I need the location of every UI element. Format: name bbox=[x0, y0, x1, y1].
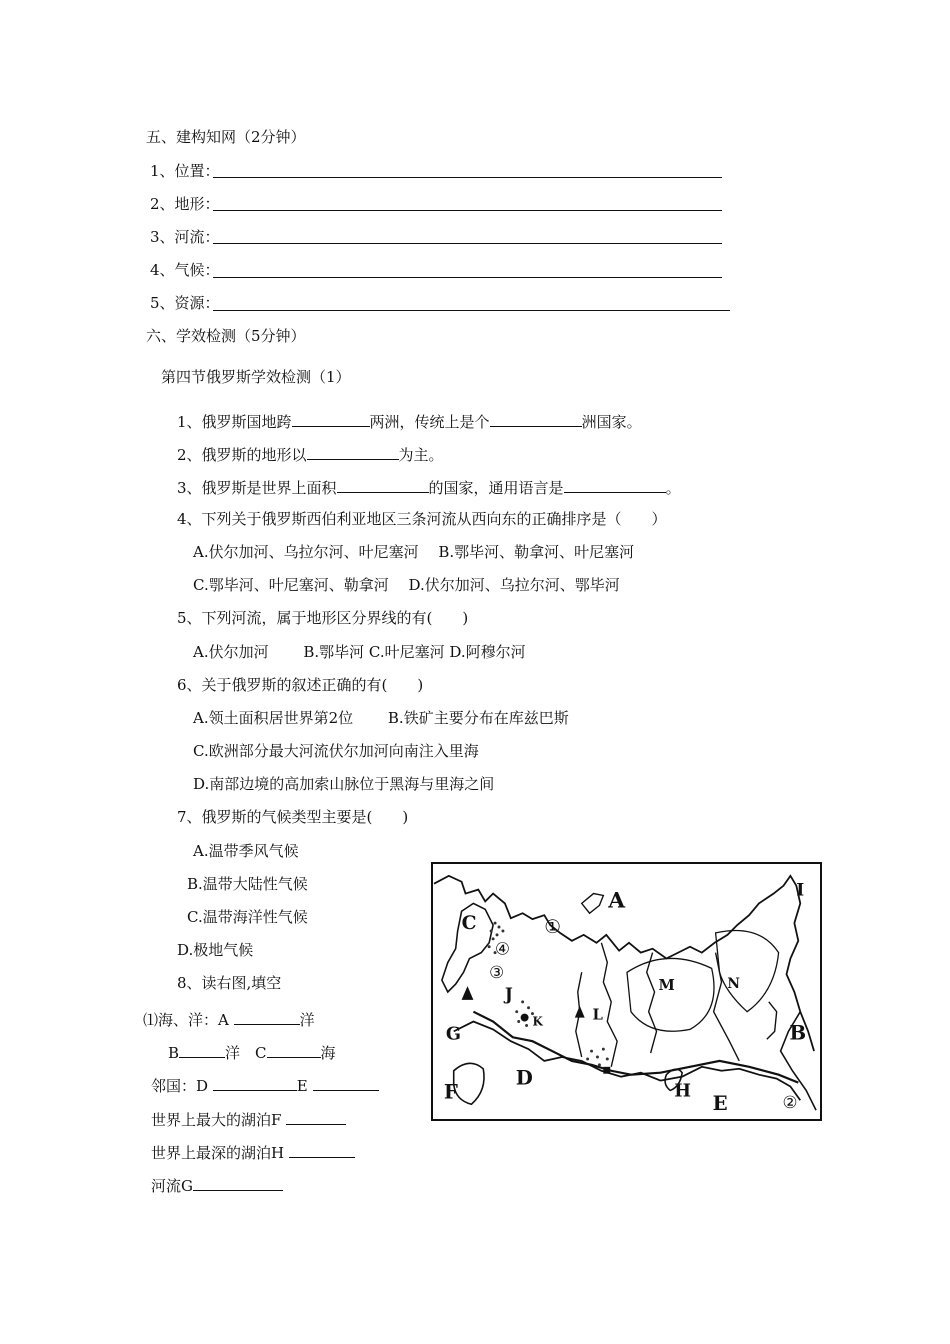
novaya-zemlya-outline bbox=[582, 894, 604, 914]
map-label-f: F bbox=[443, 1080, 458, 1104]
outline-item-climate: 4、气候： bbox=[150, 261, 220, 279]
question-5-options: A.伏尔加河 B.鄂毕河 C.叶尼塞河 D.阿穆尔河 bbox=[193, 643, 526, 661]
map-marker-1: ① bbox=[544, 916, 562, 938]
question-2 bbox=[177, 443, 444, 465]
q1-text-b: 两洲，传统上是个 bbox=[369, 413, 490, 431]
question-1 bbox=[177, 410, 642, 432]
section-6-heading: 六、学效检测（5分钟） bbox=[146, 327, 306, 345]
question-3 bbox=[177, 476, 681, 498]
q8-largest-lake-row bbox=[151, 1108, 346, 1130]
q8-neighbor-e-label: E bbox=[296, 1077, 313, 1095]
q8-seas-row-2 bbox=[168, 1041, 336, 1063]
q8-river-row bbox=[151, 1174, 283, 1196]
map-label-m: M bbox=[658, 977, 675, 995]
outline-item-terrain: 2、地形： bbox=[150, 195, 220, 213]
question-8-stem: 8、读右图,填空 bbox=[177, 974, 282, 992]
question-7-stem: 7、俄罗斯的气候类型主要是( ) bbox=[177, 808, 409, 826]
q8-blank-d[interactable] bbox=[213, 1074, 297, 1091]
q3-text-a: 3、俄罗斯是世界上面积 bbox=[177, 479, 337, 497]
question-5-stem: 5、下列河流，属于地形区分界线的有( ) bbox=[177, 609, 469, 627]
map-label-a: A bbox=[608, 888, 626, 914]
answer-line[interactable] bbox=[213, 177, 722, 178]
q8-blank-f[interactable] bbox=[286, 1108, 346, 1125]
question-6-stem: 6、关于俄罗斯的叙述正确的有( ) bbox=[177, 676, 424, 694]
answer-line[interactable] bbox=[213, 243, 722, 244]
q8-lake-h-label: 世界上最深的湖泊H bbox=[151, 1144, 289, 1162]
q8-neighbors-row bbox=[151, 1074, 379, 1096]
answer-line[interactable] bbox=[213, 210, 722, 211]
q8-sea-c-suffix: 海 bbox=[320, 1044, 336, 1062]
russia-map-drawing bbox=[433, 864, 820, 1119]
map-label-i: I bbox=[796, 879, 805, 900]
river-lena bbox=[714, 953, 740, 1061]
q1-blank-1[interactable] bbox=[292, 410, 370, 427]
q3-text-c: 。 bbox=[665, 479, 681, 497]
q8-seas-row-1 bbox=[143, 1008, 315, 1030]
q8-sea-a-label: ⑴海、洋：A bbox=[143, 1011, 234, 1029]
question-6-option-ab: A.领土面积居世界第2位 B.铁矿主要分布在库兹巴斯 bbox=[193, 709, 569, 727]
question-6-option-c: C.欧洲部分最大河流伏尔加河向南注入里海 bbox=[193, 742, 479, 760]
q3-blank-2[interactable] bbox=[564, 476, 666, 493]
question-4-options-row-1: A.伏尔加河、乌拉尔河、叶尼塞河 B.鄂毕河、勒拿河、叶尼塞河 bbox=[193, 543, 635, 561]
map-label-g: G bbox=[445, 1023, 461, 1045]
quiz-subtitle: 第四节俄罗斯学效检测（1） bbox=[161, 368, 351, 386]
map-label-c: C bbox=[461, 911, 477, 934]
outline-item-rivers: 3、河流： bbox=[150, 228, 220, 246]
q3-blank-1[interactable] bbox=[337, 476, 429, 493]
lake-f-outline bbox=[454, 1063, 484, 1104]
map-label-l: L bbox=[592, 1006, 603, 1024]
russia-map bbox=[431, 862, 822, 1121]
q8-deepest-lake-row bbox=[151, 1141, 355, 1163]
map-marker-4: ④ bbox=[495, 938, 511, 959]
question-7-option-d: D.极地气候 bbox=[177, 941, 254, 959]
map-label-h: H bbox=[674, 1080, 692, 1102]
q2-text-b: 为主。 bbox=[398, 446, 444, 464]
map-label-b: B bbox=[789, 1021, 807, 1045]
q8-sea-a-suffix: 洋 bbox=[299, 1011, 315, 1029]
q1-text-c: 洲国家。 bbox=[581, 413, 642, 431]
q8-sea-b-label: B bbox=[168, 1044, 180, 1062]
q8-blank-e[interactable] bbox=[313, 1074, 379, 1091]
question-7-option-c: C.温带海洋性气候 bbox=[187, 908, 308, 926]
question-7-option-b: B.温带大陆性气候 bbox=[187, 875, 308, 893]
city-dot bbox=[521, 1014, 529, 1022]
q8-blank-a[interactable] bbox=[234, 1008, 300, 1025]
q8-blank-c[interactable] bbox=[267, 1041, 321, 1058]
map-marker-2: ② bbox=[782, 1092, 798, 1113]
triangle-symbol-l bbox=[575, 1006, 585, 1018]
plateau-n-outline bbox=[716, 930, 779, 1011]
answer-line[interactable] bbox=[213, 277, 722, 278]
map-label-j: J bbox=[504, 983, 513, 1004]
question-7-option-a: A.温带季风气候 bbox=[193, 842, 299, 860]
q8-river-g-label: 河流G bbox=[151, 1177, 193, 1195]
q8-blank-h[interactable] bbox=[289, 1141, 355, 1158]
triangle-symbol-west bbox=[462, 986, 474, 1000]
southern-border bbox=[454, 1022, 801, 1101]
answer-line[interactable] bbox=[213, 310, 730, 311]
section-5-heading: 五、建构知网（2分钟） bbox=[146, 128, 306, 146]
q1-text-a: 1、俄罗斯国地跨 bbox=[177, 413, 292, 431]
map-marker-3: ③ bbox=[489, 962, 505, 983]
map-label-n: N bbox=[727, 976, 741, 993]
q8-blank-b[interactable] bbox=[179, 1041, 225, 1058]
square-symbol bbox=[603, 1067, 610, 1074]
outline-item-location: 1、位置： bbox=[150, 162, 220, 180]
river-yenisei bbox=[647, 953, 657, 1053]
q8-lake-f-label: 世界上最大的湖泊F bbox=[151, 1111, 287, 1129]
q8-blank-g[interactable] bbox=[193, 1174, 283, 1191]
q8-neighbor-d-label: 邻国：D bbox=[151, 1077, 213, 1095]
q3-text-b: 的国家，通用语言是 bbox=[428, 479, 564, 497]
map-label-k: K bbox=[532, 1014, 543, 1029]
q2-blank[interactable] bbox=[307, 443, 399, 460]
sakhalin-outline bbox=[767, 1002, 777, 1039]
q1-blank-2[interactable] bbox=[490, 410, 582, 427]
question-4-stem: 4、下列关于俄罗斯西伯利亚地区三条河流从西向东的正确排序是（ ） bbox=[177, 510, 667, 528]
question-4-options-row-2: C.鄂毕河、叶尼塞河、勒拿河 D.伏尔加河、乌拉尔河、鄂毕河 bbox=[193, 576, 620, 594]
question-6-option-d: D.南部边境的高加索山脉位于黑海与里海之间 bbox=[193, 775, 495, 793]
plateau-m-outline bbox=[627, 958, 714, 1031]
outline-item-resources: 5、资源： bbox=[150, 294, 220, 312]
q8-sea-b-suffix: 洋 C bbox=[225, 1044, 267, 1062]
q2-text-a: 2、俄罗斯的地形以 bbox=[177, 446, 307, 464]
map-label-d: D bbox=[515, 1066, 533, 1090]
map-label-e: E bbox=[712, 1092, 728, 1116]
